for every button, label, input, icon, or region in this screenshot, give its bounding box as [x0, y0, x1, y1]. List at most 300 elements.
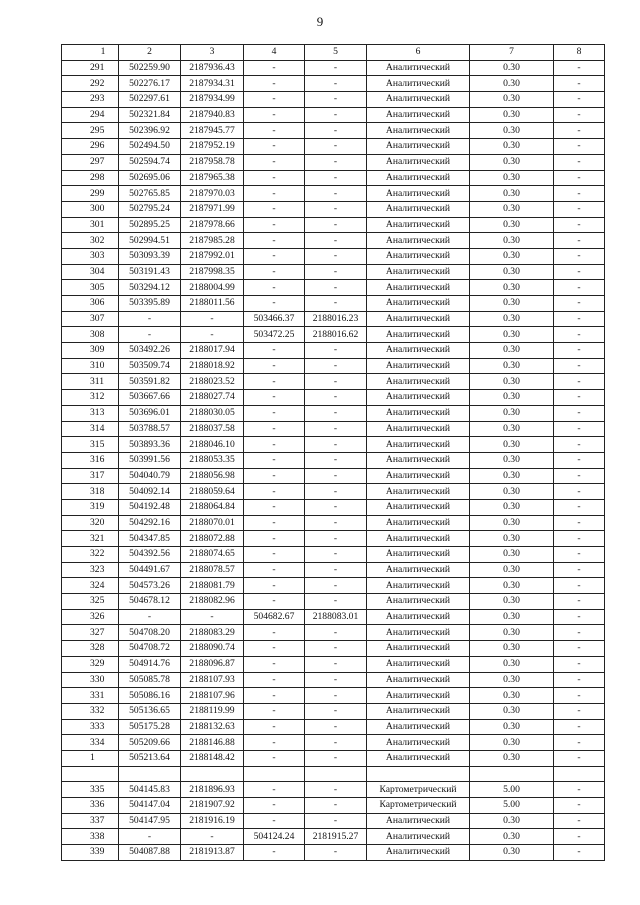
table-cell: - [554, 264, 605, 280]
table-row [62, 468, 605, 484]
table-cell: 2188004.99 [181, 280, 244, 296]
table-cell: - [244, 107, 305, 123]
table-cell: - [305, 139, 367, 155]
table-cell: 304 [62, 264, 119, 280]
table-cell: - [554, 547, 605, 563]
table-cell: Аналитический [367, 484, 470, 500]
table-cell: 2187971.99 [181, 201, 244, 217]
table-cell: - [554, 813, 605, 829]
table-row [62, 233, 605, 249]
table-cell: - [244, 123, 305, 139]
table-cell: 2181907.92 [181, 798, 244, 814]
table-cell: - [305, 547, 367, 563]
table-cell: 504682.67 [244, 609, 305, 625]
table-cell: - [244, 688, 305, 704]
table-cell: 2188027.74 [181, 390, 244, 406]
table-cell: 504491.67 [119, 562, 181, 578]
table-cell: Картометрический [367, 798, 470, 814]
table-row [62, 170, 605, 186]
table-cell: 2188132.63 [181, 719, 244, 735]
table-cell: - [554, 92, 605, 108]
table-cell: 503893.36 [119, 437, 181, 453]
table-cell: 0.30 [470, 217, 554, 233]
table-cell: - [244, 845, 305, 861]
table-row [62, 217, 605, 233]
table-cell: - [305, 405, 367, 421]
table-cell: 2188072.88 [181, 531, 244, 547]
table-cell: 2187952.19 [181, 139, 244, 155]
table-cell: - [554, 76, 605, 92]
table-cell: Аналитический [367, 76, 470, 92]
table-cell: - [554, 484, 605, 500]
table-row [62, 280, 605, 296]
table-row [62, 264, 605, 280]
table-cell: - [305, 782, 367, 798]
table-cell: 503191.43 [119, 264, 181, 280]
table-cell: 0.30 [470, 515, 554, 531]
table-cell: 0.30 [470, 735, 554, 751]
table-cell: - [244, 625, 305, 641]
table-cell: 2187958.78 [181, 154, 244, 170]
table-cell: 1 [62, 750, 119, 766]
table-cell: - [554, 703, 605, 719]
table-cell: 332 [62, 703, 119, 719]
table-row [62, 578, 605, 594]
table-cell: 298 [62, 170, 119, 186]
table-row [62, 672, 605, 688]
table-cell: - [305, 296, 367, 312]
table-cell: Аналитический [367, 641, 470, 657]
table-cell: - [181, 327, 244, 343]
table-cell: Аналитический [367, 107, 470, 123]
table-cell: 502994.51 [119, 233, 181, 249]
table-cell: 502259.90 [119, 60, 181, 76]
table-cell: 334 [62, 735, 119, 751]
table-cell: 0.30 [470, 578, 554, 594]
table-cell: 0.30 [470, 468, 554, 484]
table-cell: 303 [62, 248, 119, 264]
table-cell: Картометрический [367, 782, 470, 798]
table-cell: 2188082.96 [181, 594, 244, 610]
table-cell: 330 [62, 672, 119, 688]
table-cell: 0.30 [470, 750, 554, 766]
table-cell: 2187992.01 [181, 248, 244, 264]
table-cell: 504708.72 [119, 641, 181, 657]
table-cell: 320 [62, 515, 119, 531]
table-cell: Аналитический [367, 123, 470, 139]
table-cell: Аналитический [367, 594, 470, 610]
table-cell: - [305, 703, 367, 719]
table-row [62, 201, 605, 217]
table-cell: - [554, 421, 605, 437]
table-cell: 502765.85 [119, 186, 181, 202]
table-cell: 2187934.99 [181, 92, 244, 108]
table-cell: 315 [62, 437, 119, 453]
table-cell: - [554, 217, 605, 233]
table-cell: 0.30 [470, 813, 554, 829]
table-cell: - [119, 829, 181, 845]
table-cell: - [244, 201, 305, 217]
table-cell: - [554, 374, 605, 390]
table-cell: 311 [62, 374, 119, 390]
table-cell: 322 [62, 547, 119, 563]
table-cell: - [305, 421, 367, 437]
table-cell [554, 766, 605, 782]
table-row [62, 311, 605, 327]
table-cell: 327 [62, 625, 119, 641]
table-cell: 503466.37 [244, 311, 305, 327]
table-cell: 319 [62, 499, 119, 515]
table-cell: Аналитический [367, 280, 470, 296]
table-cell: 0.30 [470, 201, 554, 217]
table-cell: 0.30 [470, 609, 554, 625]
table-cell: Аналитический [367, 154, 470, 170]
table-cell [181, 766, 244, 782]
table-cell: 0.30 [470, 484, 554, 500]
table-cell: Аналитический [367, 625, 470, 641]
table-cell: 0.30 [470, 656, 554, 672]
table-cell: 2188070.01 [181, 515, 244, 531]
table-cell: 0.30 [470, 374, 554, 390]
table-cell: - [554, 123, 605, 139]
table-cell: - [305, 92, 367, 108]
table-cell: 505085.78 [119, 672, 181, 688]
table-cell: 0.30 [470, 280, 554, 296]
table-cell: Аналитический [367, 405, 470, 421]
table-cell: 2181896.93 [181, 782, 244, 798]
table-cell: - [244, 154, 305, 170]
table-cell: 0.30 [470, 641, 554, 657]
table-cell: 314 [62, 421, 119, 437]
table-body [62, 60, 605, 860]
table-cell: 0.30 [470, 123, 554, 139]
table-cell: Аналитический [367, 264, 470, 280]
table-row [62, 703, 605, 719]
table-cell: 2188016.62 [305, 327, 367, 343]
table-cell: - [244, 594, 305, 610]
table-cell: 504914.76 [119, 656, 181, 672]
table-cell: 312 [62, 390, 119, 406]
table-cell: 2187965.38 [181, 170, 244, 186]
table-cell: 2188078.57 [181, 562, 244, 578]
table-cell: 2188016.23 [305, 311, 367, 327]
table-cell: - [244, 421, 305, 437]
table-row [62, 750, 605, 766]
table-cell: 2188046.10 [181, 437, 244, 453]
table-cell: 309 [62, 343, 119, 359]
table-cell: - [181, 829, 244, 845]
table-cell: 0.30 [470, 405, 554, 421]
table-cell: 2188018.92 [181, 358, 244, 374]
table-row [62, 186, 605, 202]
table-cell: 2187940.83 [181, 107, 244, 123]
table-cell: 504087.88 [119, 845, 181, 861]
table-cell: 2188090.74 [181, 641, 244, 657]
table-cell: Аналитический [367, 201, 470, 217]
table-cell: 503492.26 [119, 343, 181, 359]
table-cell: Аналитический [367, 343, 470, 359]
table-cell: - [305, 437, 367, 453]
table-row [62, 452, 605, 468]
table-cell: - [305, 358, 367, 374]
table-cell: - [305, 452, 367, 468]
table-cell: 2188053.35 [181, 452, 244, 468]
table-cell: 505136.65 [119, 703, 181, 719]
table-cell: 0.30 [470, 264, 554, 280]
table-row [62, 405, 605, 421]
table-cell: - [244, 358, 305, 374]
table-cell: 0.30 [470, 390, 554, 406]
table-cell: - [305, 390, 367, 406]
table-cell: - [305, 719, 367, 735]
table-cell: - [554, 327, 605, 343]
table-cell: Аналитический [367, 327, 470, 343]
table-cell: - [305, 170, 367, 186]
table-row [62, 735, 605, 751]
table-cell: 0.30 [470, 186, 554, 202]
table-cell: - [554, 625, 605, 641]
table-cell: 503294.12 [119, 280, 181, 296]
table-cell: 2188030.05 [181, 405, 244, 421]
table-cell: - [554, 641, 605, 657]
table-cell: - [305, 76, 367, 92]
table-row [62, 499, 605, 515]
table-cell: 504292.16 [119, 515, 181, 531]
table-cell: - [305, 280, 367, 296]
table-cell: - [305, 217, 367, 233]
table-cell: 0.30 [470, 358, 554, 374]
table-cell: 502396.92 [119, 123, 181, 139]
table-cell: 5.00 [470, 798, 554, 814]
table-cell: - [554, 390, 605, 406]
table-cell: Аналитический [367, 358, 470, 374]
table-cell: - [305, 515, 367, 531]
table-cell: - [244, 484, 305, 500]
table-cell: 339 [62, 845, 119, 861]
table-cell: - [244, 233, 305, 249]
table-cell: 0.30 [470, 672, 554, 688]
table-cell: - [244, 782, 305, 798]
page-number: 9 [316, 14, 324, 29]
table-cell: 504147.04 [119, 798, 181, 814]
table-cell: - [305, 578, 367, 594]
header-row [62, 45, 605, 61]
table-cell: 310 [62, 358, 119, 374]
table-cell: - [554, 499, 605, 515]
table-row [62, 656, 605, 672]
table-cell: - [554, 562, 605, 578]
table-cell: - [244, 750, 305, 766]
table-cell: 0.30 [470, 499, 554, 515]
table-cell: 0.30 [470, 311, 554, 327]
table-cell: - [244, 264, 305, 280]
table-cell: 316 [62, 452, 119, 468]
table-cell: - [554, 845, 605, 861]
table-cell: Аналитический [367, 531, 470, 547]
table-cell: - [554, 719, 605, 735]
table-cell: 0.30 [470, 139, 554, 155]
table-cell: - [554, 186, 605, 202]
table-cell: - [554, 656, 605, 672]
table-cell: - [244, 248, 305, 264]
table-cell: - [554, 60, 605, 76]
table-cell: - [554, 248, 605, 264]
table-cell: - [244, 296, 305, 312]
table-cell: - [244, 139, 305, 155]
table-cell: 2188074.65 [181, 547, 244, 563]
table-cell: 2188081.79 [181, 578, 244, 594]
table-row [62, 766, 605, 782]
table-cell: 5.00 [470, 782, 554, 798]
table-cell: 295 [62, 123, 119, 139]
table-cell: 0.30 [470, 594, 554, 610]
table-cell: - [305, 499, 367, 515]
table-cell: Аналитический [367, 829, 470, 845]
table-cell: - [554, 437, 605, 453]
table-cell: 502695.06 [119, 170, 181, 186]
table-cell: - [554, 405, 605, 421]
table-cell: 0.30 [470, 327, 554, 343]
table-cell: 294 [62, 107, 119, 123]
table-cell: 324 [62, 578, 119, 594]
table-cell: 0.30 [470, 248, 554, 264]
table-row [62, 688, 605, 704]
table-cell: - [305, 813, 367, 829]
table-row [62, 421, 605, 437]
table-row [62, 248, 605, 264]
table-cell: - [305, 562, 367, 578]
table-cell: - [554, 296, 605, 312]
table-cell: 503667.66 [119, 390, 181, 406]
table-cell: - [305, 343, 367, 359]
table-cell: Аналитический [367, 437, 470, 453]
table-cell: - [244, 186, 305, 202]
table-cell: 503788.57 [119, 421, 181, 437]
table-cell: Аналитический [367, 139, 470, 155]
table-cell: Аналитический [367, 374, 470, 390]
table-cell: Аналитический [367, 186, 470, 202]
table-cell: - [305, 154, 367, 170]
table-cell: - [244, 468, 305, 484]
table-cell: 503991.56 [119, 452, 181, 468]
table-cell: 2188011.56 [181, 296, 244, 312]
table-cell: - [554, 735, 605, 751]
table-cell: 2188148.42 [181, 750, 244, 766]
table-cell: 0.30 [470, 60, 554, 76]
table-cell: 0.30 [470, 719, 554, 735]
table-cell: 0.30 [470, 688, 554, 704]
table-cell: - [554, 531, 605, 547]
table-cell: 503591.82 [119, 374, 181, 390]
table-cell: Аналитический [367, 60, 470, 76]
table-cell: 0.30 [470, 437, 554, 453]
table-cell: 308 [62, 327, 119, 343]
table-cell [244, 766, 305, 782]
table-cell [119, 766, 181, 782]
table-row [62, 829, 605, 845]
table-row [62, 437, 605, 453]
table-cell: - [244, 390, 305, 406]
table-cell: - [244, 719, 305, 735]
table-cell: Аналитический [367, 672, 470, 688]
table-cell: 337 [62, 813, 119, 829]
table-cell: - [244, 170, 305, 186]
table-cell: - [554, 688, 605, 704]
table-cell: Аналитический [367, 421, 470, 437]
table-cell: Аналитический [367, 311, 470, 327]
table-cell: Аналитический [367, 217, 470, 233]
table-cell: 502895.25 [119, 217, 181, 233]
table-cell: - [305, 468, 367, 484]
table-cell: 504145.83 [119, 782, 181, 798]
table-cell: 2188096.87 [181, 656, 244, 672]
table-cell: - [554, 343, 605, 359]
table-cell: 297 [62, 154, 119, 170]
table-cell: 0.30 [470, 170, 554, 186]
table-cell: 301 [62, 217, 119, 233]
table-cell: - [244, 437, 305, 453]
column-header: 8 [554, 45, 605, 61]
table-cell: - [244, 515, 305, 531]
table-cell: 299 [62, 186, 119, 202]
table-cell: 503093.39 [119, 248, 181, 264]
table-cell: - [554, 107, 605, 123]
table-cell: - [244, 76, 305, 92]
table-row [62, 60, 605, 76]
table-row [62, 123, 605, 139]
table-cell: 504392.56 [119, 547, 181, 563]
table-cell: - [244, 60, 305, 76]
table-cell: - [305, 186, 367, 202]
table-cell: Аналитический [367, 499, 470, 515]
table-cell: - [305, 374, 367, 390]
table-cell: 505086.16 [119, 688, 181, 704]
table-cell: 504092.14 [119, 484, 181, 500]
table-cell: 329 [62, 656, 119, 672]
table-cell: 2187985.28 [181, 233, 244, 249]
table-row [62, 845, 605, 861]
table-row [62, 343, 605, 359]
table-row [62, 484, 605, 500]
table-row [62, 813, 605, 829]
table-cell: - [305, 107, 367, 123]
table-cell: 504573.26 [119, 578, 181, 594]
table-cell: 2181916.19 [181, 813, 244, 829]
table-cell: 502297.61 [119, 92, 181, 108]
table-row [62, 154, 605, 170]
table-cell: 502795.24 [119, 201, 181, 217]
table-cell: Аналитический [367, 813, 470, 829]
table-cell: 0.30 [470, 76, 554, 92]
table-cell: Аналитический [367, 750, 470, 766]
table-cell: 0.30 [470, 562, 554, 578]
table-cell: 2187934.31 [181, 76, 244, 92]
table-cell: - [554, 139, 605, 155]
table-cell: - [554, 798, 605, 814]
table-cell: - [554, 452, 605, 468]
table-cell: 305 [62, 280, 119, 296]
column-header: 1 [62, 45, 119, 61]
table-row [62, 625, 605, 641]
table-cell: 2188119.99 [181, 703, 244, 719]
table-cell: - [305, 594, 367, 610]
table-cell: Аналитический [367, 735, 470, 751]
table-row [62, 798, 605, 814]
table-cell: 333 [62, 719, 119, 735]
table-cell: Аналитический [367, 248, 470, 264]
table-cell: 2188037.58 [181, 421, 244, 437]
table-cell: - [305, 688, 367, 704]
